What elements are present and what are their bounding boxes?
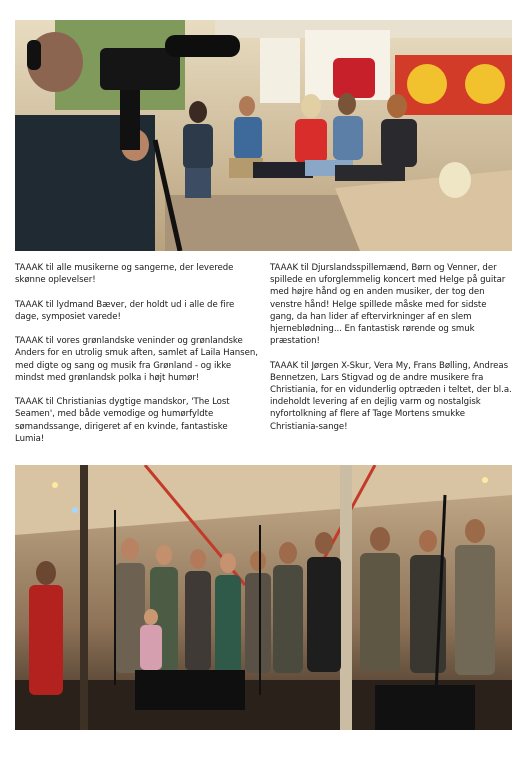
thanks-djursland-players: TAAAK til Djurslandsspillemænd, Børn og Venner, der spillede en uforglemmelig koncert med Helge på guitar med højre hånd og en anden musiker, der tog den venstre hånd! Helge spillede måske med for sidste gang, da han lider af eftervirkninger af en slem hjerneblødning... En fantastisk rørende og smuk præstation! [270, 263, 506, 347]
tent-scene-illustration [15, 20, 512, 251]
thanks-greenlandic-evening: TAAAK til vores grønlandske veninder og grønlandske Anders for en utrolig smuk aften, samlet af Laila Hansen, med digte og sang og musik fra Grønland - og ikke mindst med grønlandsk polka i højt humør! [15, 336, 258, 383]
stage-choir-photo [15, 465, 512, 730]
thanks-left-column [15, 262, 259, 457]
thanks-right-column [270, 262, 512, 445]
thanks-sound-engineer: TAAAK til lydmand Bæver, der holdt ud i alle de fire dage, symposiet varede! [15, 299, 235, 322]
festival-tent-photo [15, 20, 512, 251]
thanks-christiania-musicians: TAAAK til Jørgen X-Skur, Vera My, Frans Bølling, Andreas Bennetzen, Lars Stigvad og de andre musikere fra Christiania, for en vidunderlig optræden i teltet, der bl.a. indeholdt levering af en dejlig varm og nostalgisk nyfortolkning af flere af Tage Mortens smukke Christiania-sange! [270, 360, 512, 432]
stage-scene-illustration [15, 465, 512, 730]
thanks-male-choir: TAAAK til Christianias dygtige mandskor, 'The Lost Seamen', med både vemodige og humørfyldte sømandssange, dirigeret af en kvinde, fantastiske Lumia! [15, 397, 230, 444]
thanks-musicians: TAAAK til alle musikerne og sangerne, der leverede skønne oplevelser! [15, 263, 234, 286]
